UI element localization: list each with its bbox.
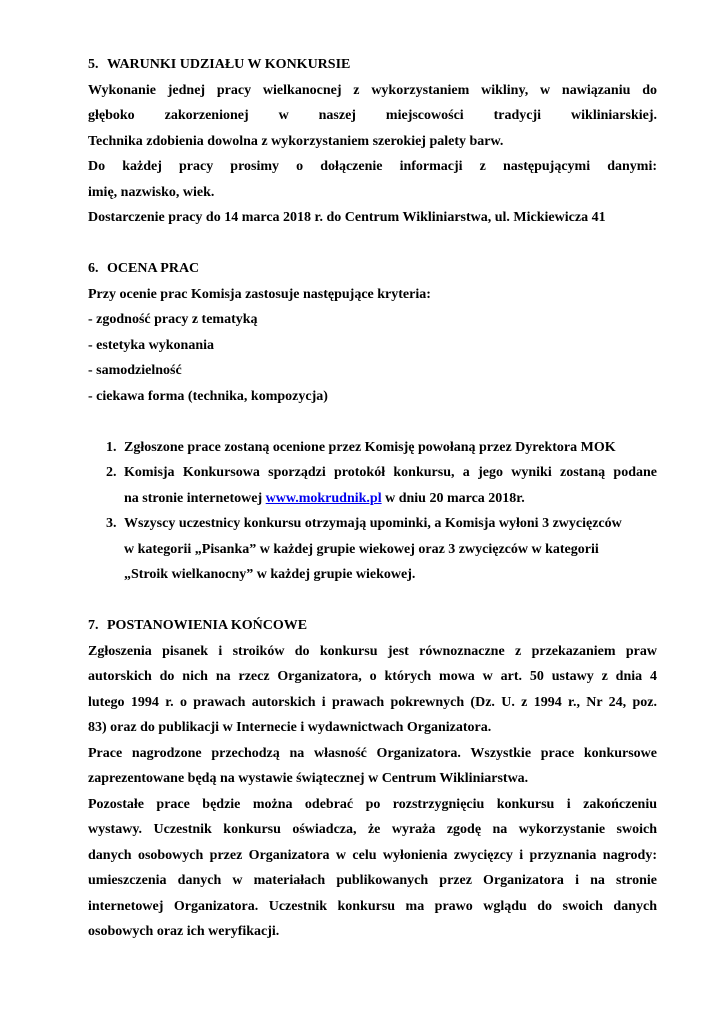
list-item-body <box>124 435 657 461</box>
text-line: lutego 1994 r. o prawach autorskich i prawach pokrewnych (Dz. U. z 1994 r., Nr 24, poz. <box>88 694 657 710</box>
list-item-body <box>124 511 657 588</box>
section-gap <box>88 588 657 614</box>
heading-title: OCENA PRAC <box>107 261 200 276</box>
list-item <box>88 511 657 588</box>
criteria-item: - ciekawa forma (technika, kompozycja) <box>88 388 328 404</box>
list-item-number: 2. <box>106 465 117 480</box>
text-line: 83) oraz do publikacji w Internecie i wydawnictwach Organizatora. <box>88 720 492 735</box>
text-line: Zgłoszone prace zostaną ocenione przez Komisję powołaną przez Dyrektora MOK <box>124 439 616 455</box>
section-warunki-udzialu <box>88 52 657 231</box>
text-line: autorskich do nich na rzecz Organizatora, o których mowa w art. 50 ustawy z dnia 4 <box>88 669 657 684</box>
list-item-body <box>124 460 657 511</box>
heading-number: 6. <box>88 261 99 276</box>
criteria-item: - zgodność pracy z tematyką <box>88 312 258 327</box>
criteria-item: - samodzielność <box>88 363 182 378</box>
heading-number: 5. <box>88 57 99 72</box>
link-line-after: w dniu 20 marca 2018r. <box>381 490 525 506</box>
text-line: głęboko zakorzenionej w naszej miejscowości tradycji wikliniarskiej. <box>88 108 657 123</box>
section-postanowienia-koncowe <box>88 613 657 945</box>
section-heading-6 <box>88 256 657 282</box>
text-line: imię, nazwisko, wiek. <box>88 184 215 200</box>
text-line: Dostarczenie pracy do 14 marca 2018 r. do Centrum Wikliniarstwa, ul. Mickiewicza 41 <box>88 210 606 225</box>
section-gap <box>88 231 657 257</box>
list-item <box>88 435 657 461</box>
text-line: Wykonanie jednej pracy wielkanocnej z wykorzystaniem wikliny, w nawiązaniu do <box>88 82 657 98</box>
text-line: zaprezentowane będą na wystawie świątecznej w Centrum Wikliniarstwa. <box>88 771 529 786</box>
text-line: Pozostałe prace będzie można odebrać po rozstrzygnięciu konkursu i zakończeniu <box>88 796 657 812</box>
heading-title: POSTANOWIENIA KOŃCOWE <box>107 618 308 633</box>
text-line: umieszczenia danych w materiałach publikowanych przez Organizatora i na stronie <box>88 873 657 888</box>
section-ocena-prac <box>88 256 657 409</box>
text-line: Wszyscy uczestnicy konkursu otrzymają upominki, a Komisja wyłoni 3 zwycięzców <box>124 516 622 531</box>
section-heading-5 <box>88 52 657 78</box>
text-line-with-link <box>124 486 657 512</box>
section-gap <box>88 409 657 435</box>
text-line: internetowej Organizatora. Uczestnik konkursu ma prawo wglądu do swoich danych <box>88 898 657 914</box>
list-item-number: 1. <box>106 439 117 455</box>
text-line: wystawy. Uczestnik konkursu oświadcza, że wyraża zgodę na wykorzystanie swoich <box>88 822 657 837</box>
text-line: Do każdej pracy prosimy o dołączenie informacji z następującymi danymi: <box>88 159 657 174</box>
numbered-list <box>88 435 657 588</box>
text-line: Zgłoszenia pisanek i stroików do konkursu jest równoznaczne z przekazaniem praw <box>88 643 657 659</box>
text-line: w kategorii „Pisanka” w każdej grupie wiekowej oraz 3 zwycięzców w kategorii <box>124 541 599 557</box>
mokrudnik-link[interactable]: www.mokrudnik.pl <box>265 490 382 506</box>
text-line: Prace nagrodzone przechodzą na własność Organizatora. Wszystkie prace konkursowe <box>88 745 657 761</box>
text-line: danych osobowych przez Organizatora w celu wyłonienia zwycięzcy i przyznania nagrody: <box>88 847 657 863</box>
text-line: osobowych oraz ich weryfikacji. <box>88 924 280 939</box>
criteria-item: - estetyka wykonania <box>88 337 215 353</box>
section-heading-7 <box>88 613 657 639</box>
text-line: Przy ocenie prac Komisja zastosuje następujące kryteria: <box>88 286 431 302</box>
list-item-number: 3. <box>106 516 117 531</box>
heading-title: WARUNKI UDZIAŁU W KONKURSIE <box>107 57 351 72</box>
heading-number: 7. <box>88 618 99 633</box>
text-line: „Stroik wielkanocny” w każdej grupie wiekowej. <box>124 567 416 582</box>
text-line: Technika zdobienia dowolna z wykorzystaniem szerokiej palety barw. <box>88 133 504 149</box>
list-item <box>88 460 657 511</box>
text-line: Komisja Konkursowa sporządzi protokół konkursu, a jego wyniki zostaną podane <box>124 465 657 480</box>
link-line-before: na stronie internetowej <box>124 490 266 506</box>
